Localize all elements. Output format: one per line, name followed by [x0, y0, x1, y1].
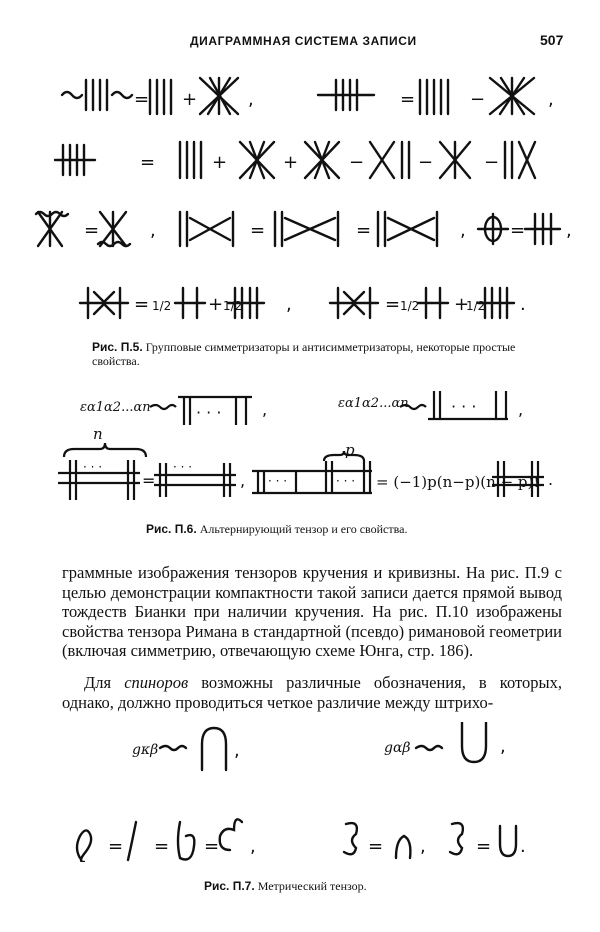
svg-text:=: = [510, 220, 526, 241]
svg-text:,: , [420, 836, 426, 857]
epsilon-upper: εα1α2...αn [338, 396, 409, 411]
svg-text:.: . [548, 470, 554, 489]
brace-label-p: p [345, 441, 355, 459]
caption-fig-p7 [204, 879, 367, 893]
caption-fig-p6 [146, 522, 407, 536]
svg-text:,: , [286, 294, 292, 315]
svg-text:=: = [134, 89, 150, 110]
metric-lower: gκβ [132, 742, 159, 758]
caption-label: Рис. П.7. [204, 879, 255, 893]
svg-text:+: + [182, 89, 198, 110]
svg-text:,: , [262, 400, 268, 419]
svg-text:=: = [84, 220, 100, 241]
svg-text:,: , [248, 89, 254, 110]
svg-text:,: , [150, 220, 156, 241]
metric-upper: gαβ [384, 740, 411, 756]
crossed-lines-diagram [200, 78, 238, 114]
figure-p6-diagrams [0, 385, 600, 515]
svg-text:=: = [154, 836, 170, 857]
svg-text:=: = [368, 836, 384, 857]
svg-text:,: , [518, 400, 524, 419]
paragraph: граммные изображения тензоров кручения и кривизны. На рис. П.9 с целью демонстрации компактности такой записи дается прямой вывод тождеств Бианки при наличии кручения. На рис. П.10 изображены свойства тензора Римана в стандартной (псевдо) римановой геометрии (включая симметрию, отвечающую схеме Юнга, стр. 186). [62, 563, 562, 661]
svg-text:=: = [142, 471, 156, 490]
symmetrizer-diagram [62, 80, 132, 110]
svg-text:−: − [349, 152, 365, 173]
svg-text:· · ·: · · · [336, 474, 356, 488]
caption-text: Метрический тензор. [257, 879, 367, 893]
svg-text:,: , [234, 740, 240, 761]
svg-text:· · ·: · · · [268, 474, 288, 488]
svg-text:1/2: 1/2 [223, 299, 243, 313]
svg-text:.: . [520, 294, 526, 315]
figure-p5-diagrams [0, 60, 600, 360]
factor-expression: = (−1)p(n−p)(n − p)! [376, 473, 540, 491]
svg-text:−: − [418, 152, 434, 173]
epsilon-lower: εα1α2...αn [80, 400, 151, 415]
svg-text:+: + [454, 294, 470, 315]
caption-fig-p5 [92, 340, 562, 368]
running-title: ДИАГРАММНАЯ СИСТЕМА ЗАПИСИ [190, 34, 417, 48]
svg-text:1/2: 1/2 [152, 299, 172, 313]
svg-text:.: . [520, 836, 526, 857]
svg-text:· · ·: · · · [83, 460, 103, 474]
caption-text: Альтернирующий тензор и его свойства. [199, 522, 408, 536]
svg-text:,: , [240, 471, 246, 490]
svg-text:· · ·: · · · [173, 460, 193, 474]
svg-text:=: = [476, 836, 492, 857]
svg-text:=: = [356, 220, 372, 241]
caption-text: Групповые симметризаторы и антисимметризаторы, некоторые простые свойства. [92, 340, 516, 368]
svg-text:+: + [283, 152, 299, 173]
caption-label: Рис. П.5. [92, 340, 143, 354]
brace-label-n: n [93, 425, 103, 443]
svg-text:=: = [108, 836, 124, 857]
svg-text:· · ·: · · · [451, 397, 477, 416]
svg-text:=: = [134, 294, 150, 315]
svg-text:=: = [140, 152, 156, 173]
page-number: 507 [540, 32, 564, 48]
svg-text:=: = [400, 89, 416, 110]
svg-text:+: + [208, 294, 224, 315]
svg-text:,: , [566, 220, 572, 241]
page-header [0, 34, 600, 54]
svg-text:1/2: 1/2 [400, 299, 420, 313]
svg-text:+: + [212, 152, 228, 173]
svg-text:−: − [484, 152, 500, 173]
figure-p7-diagrams [0, 722, 600, 862]
parallel-lines-diagram [150, 80, 171, 114]
svg-text:· · ·: · · · [196, 403, 222, 422]
antisymmetrizer-diagram [318, 80, 374, 110]
body-text [62, 563, 562, 712]
svg-text:−: − [470, 89, 486, 110]
svg-text:,: , [460, 220, 466, 241]
caption-label: Рис. П.6. [146, 522, 197, 536]
svg-text:,: , [500, 736, 506, 757]
svg-text:=: = [385, 294, 401, 315]
paragraph: Для спиноров возможны различные обозначения, в которых, однако, должно проводиться четкое различие между штрихо- [62, 672, 562, 712]
svg-text:1/2: 1/2 [466, 299, 486, 313]
svg-text:,: , [250, 836, 256, 857]
svg-text:=: = [204, 836, 220, 857]
svg-text:=: = [250, 220, 266, 241]
svg-text:,: , [548, 89, 554, 110]
